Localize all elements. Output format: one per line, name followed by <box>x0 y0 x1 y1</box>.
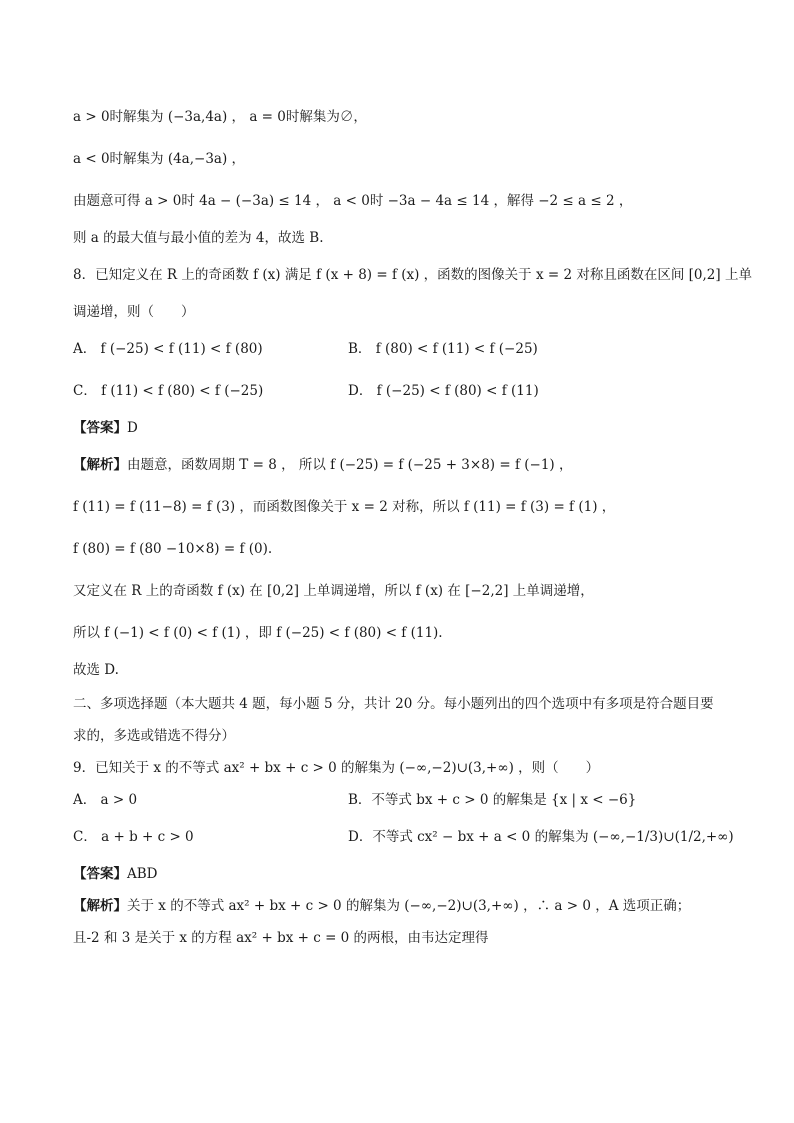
question-8-stem-cont: 调递增，则（ ） <box>73 304 195 320</box>
solution-line-a-negative: a < 0时解集为 (4a,−3a) ， <box>73 151 246 167</box>
question-9-option-a: A． a > 0 <box>73 792 138 808</box>
answer-value: ABD <box>127 866 158 882</box>
solution-line-conclusion: 则 a 的最大值与最小值的差为 4，故选 B. <box>73 230 324 246</box>
question-8-analysis-5: 所以 f (−1) < f (0) < f (1) ，即 f (−25) < f (80) < f (11). <box>73 625 443 641</box>
answer-tag: 【答案】 <box>73 420 127 436</box>
section-2-heading: 二、多项选择题（本大题共 4 题，每小题 5 分，共计 20 分。每小题列出的四个选项中有多项是符合题目要 <box>73 696 714 712</box>
section-2-heading-cont: 求的，多选或错选不得分） <box>73 728 235 744</box>
answer-tag: 【答案】 <box>73 866 127 882</box>
question-8-analysis-3: f (80) = f (80 −10×8) = f (0). <box>73 541 273 557</box>
analysis-text: 关于 x 的不等式 ax² + bx + c > 0 的解集为 (−∞,−2)∪(3,+∞) ，∴ a > 0 ，A 选项正确； <box>127 898 691 914</box>
question-8-option-b: B． f (80) < f (11) < f (−25) <box>348 341 538 357</box>
question-8-stem: 8．已知定义在 R 上的奇函数 f (x) 满足 f (x + 8) = f (x) ，函数的图像关于 x = 2 对称且函数在区间 [0,2] 上单 <box>73 267 752 283</box>
question-9-option-d: D．不等式 cx² − bx + a < 0 的解集为 (−∞,−1/3)∪(1/2,+∞) <box>348 829 734 845</box>
solution-line-a-positive: a > 0时解集为 (−3a,4a) ， a = 0时解集为∅， <box>73 109 367 125</box>
question-8-analysis-4: 又定义在 R 上的奇函数 f (x) 在 [0,2] 上单调递增，所以 f (x) 在 [−2,2] 上单调递增， <box>73 583 594 599</box>
solution-line-condition: 由题意可得 a > 0时 4a − (−3a) ≤ 14 ， a < 0时 −3a − 4a ≤ 14 ，解得 −2 ≤ a ≤ 2 ， <box>73 193 633 209</box>
analysis-tag: 【解析】 <box>73 898 127 914</box>
question-8-analysis-1 <box>73 456 734 474</box>
question-9-option-c: C． a + b + c > 0 <box>73 829 194 845</box>
question-8-answer <box>73 419 734 437</box>
question-9-analysis-1 <box>73 897 734 915</box>
question-9-analysis-2: 且-2 和 3 是关于 x 的方程 ax² + bx + c = 0 的两根，由韦达定理得 <box>73 930 489 946</box>
question-8-analysis-2: f (11) = f (11−8) = f (3) ，而函数图像关于 x = 2 对称，所以 f (11) = f (3) = f (1) ， <box>73 499 616 515</box>
question-8-option-d: D． f (−25) < f (80) < f (11) <box>348 383 539 399</box>
answer-value: D <box>127 420 138 436</box>
analysis-tag: 【解析】 <box>73 457 127 473</box>
analysis-text: 由题意，函数周期 T = 8 ， 所以 f (−25) = f (−25 + 3×8) = f (−1) ， <box>127 457 573 473</box>
question-8-analysis-6: 故选 D. <box>73 662 119 678</box>
question-8-option-a: A． f (−25) < f (11) < f (80) <box>73 341 263 357</box>
question-9-option-b: B．不等式 bx + c > 0 的解集是 {x | x < −6} <box>348 792 637 808</box>
question-9-stem: 9．已知关于 x 的不等式 ax² + bx + c > 0 的解集为 (−∞,−2)∪(3,+∞) ，则（ ） <box>73 760 600 776</box>
question-9-answer <box>73 865 734 883</box>
question-8-option-c: C． f (11) < f (80) < f (−25) <box>73 383 264 399</box>
